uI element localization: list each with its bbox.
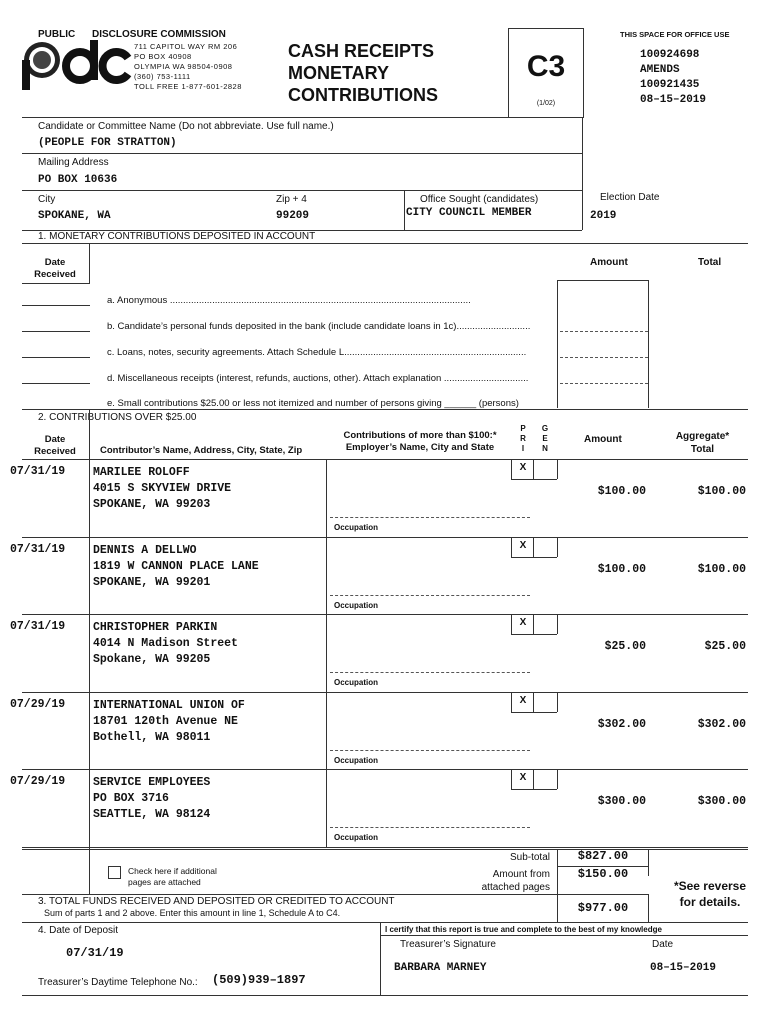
contributor-line[interactable]: 18701 120th Avenue NE [93,714,238,728]
sign-date[interactable]: 08–15–2019 [650,962,717,974]
phone-label: Treasurer’s Daytime Telephone No.: [38,977,198,988]
sign-date-label: Date [652,939,674,950]
form-title: CASH RECEIPTS MONETARY CONTRIBUTIONS [288,41,438,105]
aggregate-total[interactable]: $302.00 [697,717,746,731]
employer-line [330,672,530,673]
treasurer-signature[interactable]: BARBARA MARNEY [394,962,487,974]
column-divider [511,692,512,712]
zip[interactable]: 99209 [276,210,310,222]
primary-mark[interactable]: X [519,539,527,551]
column-divider [557,769,558,789]
column-divider [326,692,327,770]
aggregate-total[interactable]: $100.00 [697,485,746,498]
occupation-label: Occupation [334,523,379,532]
section1-total-header: Total [698,257,722,268]
contributor-line[interactable]: CHRISTOPHER PARKIN [93,621,218,634]
subtotal-amount[interactable]: $827.00 [577,849,629,863]
column-divider [326,769,327,847]
contribution-date[interactable]: 07/31/19 [10,620,66,633]
certify-statement: I certify that this report is true and complete to the best of my knowledge [385,925,662,934]
contributor-line[interactable]: 4015 S SKYVIEW DRIVE [93,482,232,495]
employer-line [330,517,530,518]
occupation-label: Occupation [334,755,379,765]
pdc-logo [22,40,132,90]
attached-pages-label: Amount from attached pages [481,869,550,893]
column-divider [511,479,557,480]
column-divider [326,459,327,537]
signature-label: Treasurer’s Signature [400,939,496,950]
subtotal-label: Sub-total [509,852,550,863]
section2-amount-header: Amount [584,434,622,445]
attached-pages-amount[interactable]: $150.00 [577,867,629,881]
section2-date-header: Date Received [34,434,76,457]
form-version: (1/02) [536,100,556,107]
employer-line [330,750,530,751]
section3-subtitle: Sum of parts 1 and 2 above. Enter this amount in line 1, Schedule A to C4. [44,908,341,918]
column-divider [533,614,534,634]
employer-line [330,827,530,828]
column-divider [533,459,534,479]
column-divider [326,537,327,615]
column-divider [511,459,512,479]
office-use-label: THIS SPACE FOR OFFICE USE [620,30,730,39]
column-divider [557,459,558,479]
office-sought[interactable]: CITY COUNCIL MEMBER [406,207,532,219]
section1-date-header: Date Received [34,257,76,280]
contribution-date[interactable]: 07/29/19 [10,775,66,788]
aggregate-total[interactable]: $25.00 [704,640,746,653]
row-divider [22,847,748,848]
total-funds-amount[interactable]: $977.00 [577,901,629,915]
line-1d: d. Miscellaneous receipts (interest, refunds, auctions, other). Attach explanation ................................ [107,373,529,384]
column-divider [557,614,558,634]
column-divider [511,614,512,634]
column-divider [533,537,534,557]
employer-line [330,595,530,596]
contribution-amount[interactable]: $100.00 [597,485,646,498]
zip-label: Zip + 4 [276,194,307,205]
contribution-amount[interactable]: $302.00 [597,717,646,731]
mailing-address[interactable]: PO BOX 10636 [38,174,118,186]
election-date-label: Election Date [600,192,660,203]
occupation-label: Occupation [334,600,379,610]
contribution-amount[interactable]: $100.00 [597,562,646,576]
org-disclosure: DISCLOSURE COMMISSION [92,29,226,40]
treasurer-phone[interactable]: (509)939–1897 [212,973,306,987]
see-reverse-note: *See reverse for details. [673,879,747,909]
city-label: City [38,194,56,205]
committee-name[interactable]: (PEOPLE FOR STRATTON) [38,137,177,149]
contribution-date[interactable]: 07/31/19 [10,465,66,478]
contributor-line[interactable]: SPOKANE, WA 99201 [93,575,211,589]
occupation-label: Occupation [334,678,379,687]
contributor-line[interactable]: DENNIS A DELLWO [93,543,197,557]
column-divider [511,712,557,713]
column-divider [511,789,557,790]
section2-pri-header: P R I [520,424,526,453]
contributor-line[interactable]: PO BOX 3716 [93,792,169,805]
column-divider [326,614,327,692]
column-divider [511,634,557,635]
section1-amount-header: Amount [590,257,628,268]
section2-title: 2. CONTRIBUTIONS OVER $25.00 [38,412,197,423]
committee-name-label: Candidate or Committee Name (Do not abbreviate. Use full name.) [38,121,334,132]
section4-title: 4. Date of Deposit [38,925,119,936]
column-divider [557,692,558,712]
additional-pages-checkbox[interactable] [108,866,121,879]
contributor-line[interactable]: INTERNATIONAL UNION OF [93,698,245,712]
line-1c: c. Loans, notes, security agreements. Attach Schedule L..................................................................... [107,347,527,358]
election-date[interactable]: 2019 [590,210,617,222]
primary-mark[interactable]: X [519,617,527,628]
section3-title: 3. TOTAL FUNDS RECEIVED AND DEPOSITED OR CREDITED TO ACCOUNT [38,896,395,907]
column-divider [511,537,512,557]
commission-address: 711 CAPITOL WAY RM 206 PO BOX 40908 OLYMPIA WA 98504-0908 (360) 753-1111 TOLL FREE 1-877-601-2828 [134,42,242,91]
city[interactable]: SPOKANE, WA [38,210,111,222]
contributor-line[interactable]: 4014 N Madison Street [93,637,238,650]
contributor-line[interactable]: Spokane, WA 99205 [93,653,211,666]
form-code: C3 [526,50,566,83]
section2-employer-header: Contributions of more than $100:* Employer’s Name, City and State [343,430,497,453]
aggregate-total[interactable]: $300.00 [697,795,746,808]
section1-title: 1. MONETARY CONTRIBUTIONS DEPOSITED IN ACCOUNT [38,231,316,242]
org-public: PUBLIC [38,29,76,40]
contribution-date[interactable]: 07/29/19 [10,697,66,711]
section2-gen-header: G E N [541,424,549,453]
column-divider [533,692,534,712]
line-1e: e. Small contributions $25.00 or less not itemized and number of persons giving ______ (persons) [107,398,519,409]
contributor-line[interactable]: MARILEE ROLOFF [93,466,190,479]
contribution-amount[interactable]: $25.00 [604,640,646,653]
contributor-line[interactable]: SERVICE EMPLOYEES [93,776,211,789]
contributor-line[interactable]: SPOKANE, WA 99203 [93,498,211,511]
contribution-date[interactable]: 07/31/19 [10,542,66,556]
occupation-label: Occupation [334,833,379,842]
contributor-line[interactable]: 1819 W CANNON PLACE LANE [93,559,259,573]
contributor-line[interactable]: SEATTLE, WA 98124 [93,808,211,821]
primary-mark[interactable]: X [519,694,527,706]
column-divider [557,537,558,557]
aggregate-total[interactable]: $100.00 [697,562,746,576]
primary-mark[interactable]: X [519,772,527,783]
column-divider [533,769,534,789]
office-sought-label: Office Sought (candidates) [420,194,539,205]
contribution-amount[interactable]: $300.00 [597,795,646,808]
primary-mark[interactable]: X [519,462,527,473]
office-use-block: 100924698 AMENDS 100921435 08–15–2019 [640,49,707,106]
section2-aggregate-header: Aggregate* Total [675,431,730,455]
column-divider [511,557,557,558]
deposit-date[interactable]: 07/31/19 [66,946,124,960]
additional-pages-label: Check here if additional pages are attached [128,866,217,887]
section2-contributor-header: Contributor’s Name, Address, City, State, Zip [100,445,303,456]
contributor-line[interactable]: Bothell, WA 98011 [93,730,211,744]
mailing-address-label: Mailing Address [38,157,109,168]
line-1a: a. Anonymous .................................................................................................................. [107,295,471,306]
line-1b: b. Candidate’s personal funds deposited in the bank (include candidate loans in 1c)............................ [107,321,531,332]
column-divider [511,769,512,789]
